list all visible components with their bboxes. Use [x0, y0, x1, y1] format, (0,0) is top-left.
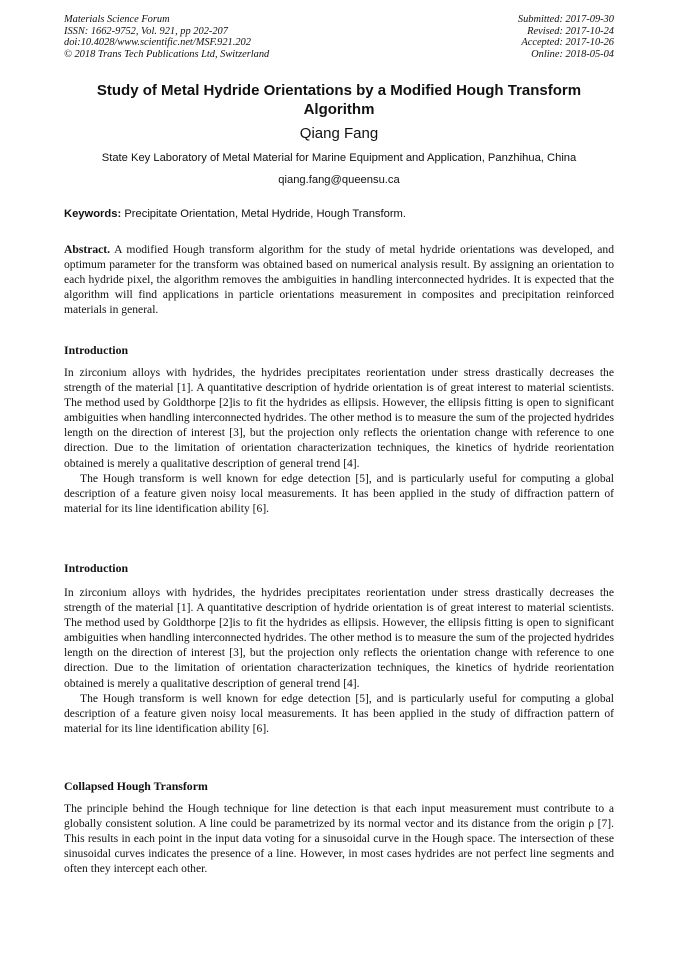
submitted-date: Submitted: 2017-09-30 [517, 14, 614, 25]
abstract-label: Abstract. [64, 243, 111, 256]
online-date: Online: 2018-05-04 [531, 48, 614, 60]
author-name: Qiang Fang [299, 125, 379, 142]
paragraph: In zirconium alloys with hydrides, the hydrides precipitates reorientation under stress drastically decreases the strength of the material [1]. A quantitative description of hydride orientation is of great interest to material scientists. The method used by Goldthorpe [2]is to fit the hydrides as ellipsis. However, the ellipsis fitting is open to significant ambiguities when handling interconnected hydrides. The other method is to measure the sum of the projected hydrides length on the direction of interest [3], but the projection only reflects the orientation change with reference to one direction. Due to the limitation of orientation characterization techniques, the kinetics of hydride reorientation obtained is merely a qualitative description of general trend [4]. [64, 366, 614, 470]
keywords [64, 207, 614, 221]
publication-dates [518, 14, 614, 60]
abstract-text: A modified Hough transform algorithm for the study of metal hydride orientations was developed, and optimum parameter for the transform was obtained based on numerical analysis result. By assigning an orientation to each hydride pixel, the algorithm removes the ambiguities in handling interconnected hydrides. It is expected that the algorithm will find applications in particle orientations measurement in composites and precipitation reinforced materials in general. [64, 243, 615, 317]
copyright: © 2018 Trans Tech Publications Ltd, Switzerland [64, 48, 270, 60]
paragraph: The Hough transform is well known for edge detection [5], and is particularly useful for computing a global description of a feature given noisy local measurements. It has been applied in the study of diffraction pattern of material for its line identification ability [6]. [64, 691, 614, 735]
author-email[interactable]: qiang.fang@queensu.ca [278, 174, 400, 186]
journal-name: Materials Science Forum [64, 14, 170, 25]
section-body-introduction-1 [64, 365, 614, 516]
section-heading-introduction-2: Introduction [64, 561, 129, 575]
section-heading-introduction-1: Introduction [64, 343, 129, 357]
keywords-label: Keywords: [64, 208, 122, 220]
author-affiliation: State Key Laboratory of Metal Material for Marine Equipment and Application, Panzhihua, China [101, 152, 577, 164]
title-line-2: Algorithm [303, 101, 375, 118]
journal-info [64, 14, 269, 60]
issn-volume: ISSN: 1662-9752, Vol. 921, pp 202-207 [64, 25, 228, 37]
keywords-text: Precipitate Orientation, Metal Hydride, Hough Transform. [124, 208, 406, 220]
abstract [64, 242, 614, 317]
section-heading-collapsed-hough: Collapsed Hough Transform [64, 779, 208, 793]
paragraph: The Hough transform is well known for edge detection [5], and is particularly useful for computing a global description of a feature given noisy local measurements. It has been applied in the study of diffraction pattern of material for its line identification ability [6]. [64, 471, 614, 515]
revised-date: Revised: 2017-10-24 [527, 25, 614, 37]
section-body-collapsed-hough [64, 801, 614, 876]
paragraph: In zirconium alloys with hydrides, the hydrides precipitates reorientation under stress drastically decreases the strength of the material [1]. A quantitative description of hydride orientation is of great interest to material scientists. The method used by Goldthorpe [2]is to fit the hydrides as ellipsis. However, the ellipsis fitting is open to significant ambiguities when handling interconnected hydrides. The other method is to measure the sum of the projected hydrides length on the direction of interest [3], but the projection only reflects the orientation change with reference to one direction. Due to the limitation of orientation characterization techniques, the kinetics of hydride reorientation obtained is merely a qualitative description of general trend [4]. [64, 586, 614, 690]
paragraph: The principle behind the Hough technique for line detection is that each input measurement must contribute to a globally consistent solution. A line could be parametrized by its normal vector and its distance from the origin ρ [7]. This results in each point in the input data voting for a sinusoidal curve in the Hough space. The intersection of these sinusoidal curves indicates the presence of a line. However, in most cases hydrides are not perfect line segments and often they intercept each other. [64, 802, 614, 876]
title-line-1: Study of Metal Hydride Orientations by a Modified Hough Transform [96, 82, 582, 99]
section-body-introduction-2 [64, 585, 614, 736]
doi[interactable]: doi:10.4028/www.scientific.net/MSF.921.202 [64, 37, 251, 49]
paper-title [64, 81, 614, 119]
accepted-date: Accepted: 2017-10-26 [521, 37, 614, 49]
